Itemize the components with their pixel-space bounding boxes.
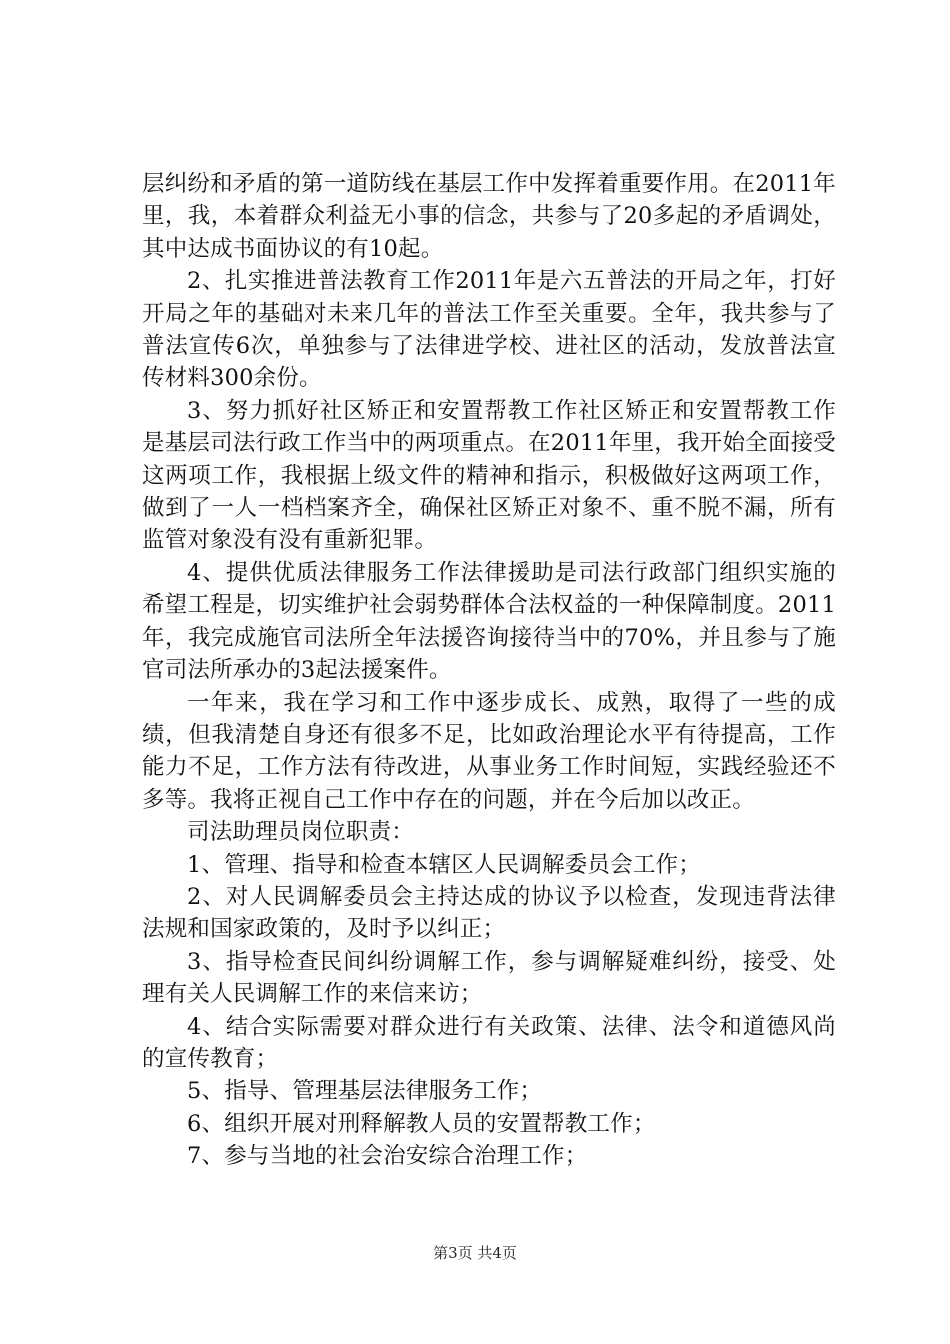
paragraph-2: 2、扎实推进普法教育工作2011年是六五普法的开局之年，打好开局之年的基础对未来几年的普法工作至关重要。全年，我共参与了普法宣传6次，单独参与了法律进学校、进社区的活动，发放普法宣传材料300余份。	[142, 268, 836, 392]
duty-item-6: 6、组织开展对刑释解教人员的安置帮教工作；	[187, 1110, 656, 1137]
paragraph-3: 3、努力抓好社区矫正和安置帮教工作社区矫正和安置帮教工作是基层司法行政工作当中的两项重点。在2011年里，我开始全面接受这两项工作，我根据上级文件的精神和指示，积极做好这两项工作，做到了一人一档档案齐全，确保社区矫正对象不、重不脱不漏，所有监管对象没有没有重新犯罪。	[142, 397, 836, 554]
duty-item-3: 3、指导检查民间纠纷调解工作，参与调解疑难纠纷，接受、处理有关人民调解工作的来信来访；	[142, 948, 836, 1008]
duty-item-2: 2、对人民调解委员会主持达成的协议予以检查，发现违背法律法规和国家政策的，及时予以纠正；	[142, 883, 836, 943]
duty-item-7: 7、参与当地的社会治安综合治理工作；	[187, 1143, 588, 1170]
paragraph-5: 一年来，我在学习和工作中逐步成长、成熟，取得了一些的成绩，但我清楚自身还有很多不足，比如政治理论水平有待提高，工作能力不足，工作方法有待改进，从事业务工作时间短，实践经验还不多等。我将正视自己工作中存在的问题，并在今后加以改正。	[142, 689, 836, 813]
paragraph-4: 4、提供优质法律服务工作法律援助是司法行政部门组织实施的希望工程是，切实维护社会弱势群体合法权益的一种保障制度。2011年，我完成施官司法所全年法援咨询接待当中的70%，并且参与了施官司法所承办的3起法援案件。	[142, 559, 836, 684]
section-heading-duties: 司法助理员岗位职责：	[187, 819, 415, 846]
duty-item-5: 5、指导、管理基层法律服务工作；	[187, 1078, 543, 1105]
page-number: 第3页 共4页	[433, 1244, 517, 1262]
page-footer	[0, 1243, 950, 1263]
duty-item-4: 4、结合实际需要对群众进行有关政策、法律、法令和道德风尚的宣传教育；	[142, 1013, 836, 1072]
paragraph-1: 层纠纷和矛盾的第一道防线在基层工作中发挥着重要作用。在2011年里，我，本着群众利益无小事的信念，共参与了20多起的矛盾调处，其中达成书面协议的有10起。	[142, 171, 836, 262]
duty-item-1: 1、管理、指导和检查本辖区人民调解委员会工作；	[187, 851, 701, 878]
document-body	[142, 168, 836, 1173]
